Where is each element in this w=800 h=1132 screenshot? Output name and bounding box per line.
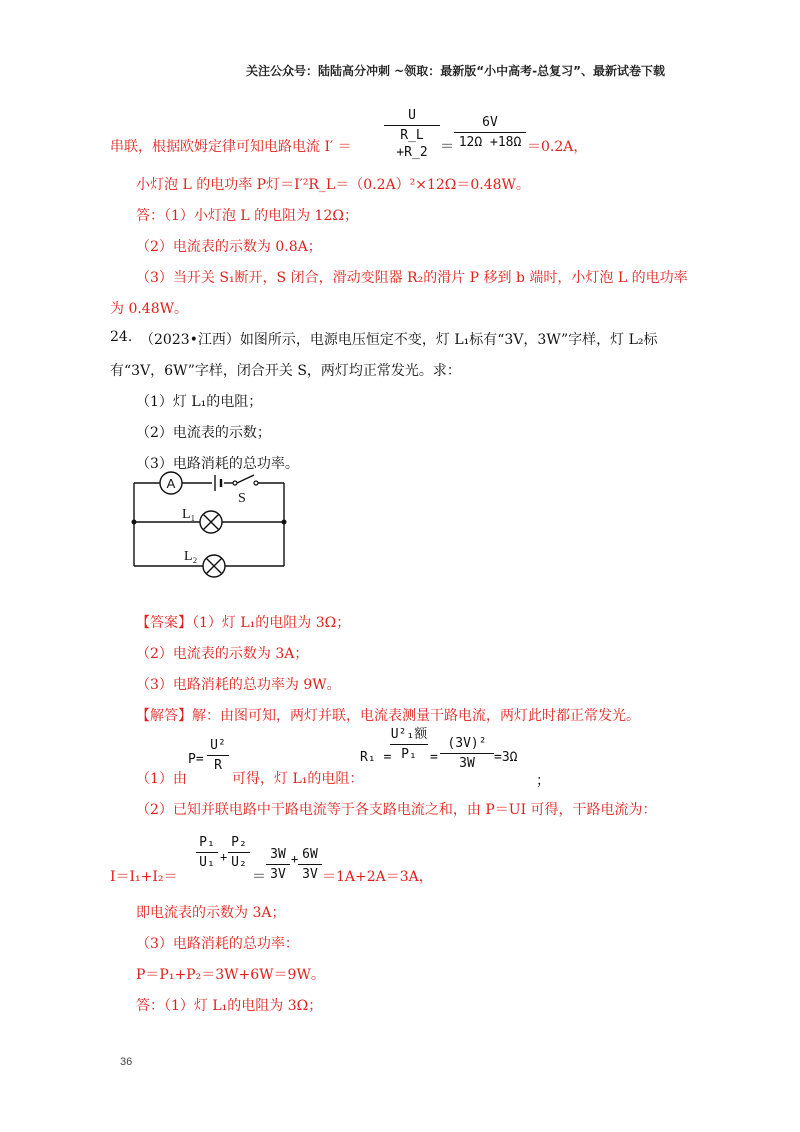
step2-text: （2）已知并联电路中干路电流等于各支路电流之和，由 P＝UI 可得，干路电流为： [136, 802, 657, 818]
step2-result: ＝1A+2A＝3A， [322, 869, 433, 885]
formula-r1-result: =3Ω [494, 750, 518, 765]
frac-num: 3W [270, 847, 286, 862]
prev-answer-1: 答：（1）小灯泡 L 的电阻为 12Ω； [136, 208, 358, 224]
frac-num: U² [210, 738, 226, 753]
page-header: 关注公众号：陆陆高分冲刺 ~领取：最新版“小中高考-总复习”、最新试卷下载 [246, 64, 665, 78]
step1-mid: 可得，灯 L₁的电阻： [232, 771, 364, 787]
prev-eq-sign: ＝ [440, 139, 454, 155]
formula-r1-fraction [390, 726, 428, 763]
junction-right [282, 520, 287, 525]
ammeter-label: A [166, 476, 176, 491]
switch-label: S [238, 491, 246, 506]
step2-frac-3w-3v [266, 846, 290, 883]
step2-eq: ＝ [252, 869, 266, 885]
question-line2: 有“3V，6W”字样，闭合开关 S，两灯均正常发光。求： [110, 363, 461, 379]
circuit-diagram [130, 470, 300, 582]
frac-den: 3W [459, 756, 475, 771]
frac-num: P₂ [231, 835, 247, 850]
formula-p-lhs: P= [188, 752, 204, 767]
switch-blade [237, 475, 254, 483]
formula-r1-eq: = [430, 750, 438, 765]
question-line1: （2023•江西）如图所示，电源电压恒定不变，灯 L₁标有“3V，3W”字样，灯 L₂标 [140, 332, 658, 348]
frac-den: R [214, 758, 222, 773]
answer-1: （1）灯 L₁的电阻为 3Ω； [192, 615, 351, 631]
frac-den: U₂ [231, 855, 247, 870]
step2-note: 即电流表的示数为 3A； [136, 905, 286, 921]
analysis-intro: 解：由图可知，两灯并联，电流表测量干路电流，两灯此时都正常发光。 [192, 708, 640, 724]
frac-num: 6V [482, 115, 498, 130]
answer-tag: 【答案】 [136, 615, 192, 631]
prev-fraction-u-over-r [384, 107, 440, 161]
frac-den: 3V [270, 867, 286, 882]
step2-frac-6w-3v [298, 846, 322, 883]
frac-num: U [408, 108, 416, 123]
formula-r1-values [440, 735, 494, 772]
step3-equation: P＝P₁+P₂＝3W+6W＝9W。 [136, 967, 325, 983]
frac-num: (3V)² [447, 736, 487, 751]
prev-answer-2: （2）电流表的示数为 0.8A； [136, 239, 322, 255]
question-part3: （3）电路消耗的总功率。 [136, 456, 299, 472]
prev-answer-3b: 为 0.48W。 [110, 301, 189, 317]
frac-num: 6W [302, 847, 318, 862]
prev-line1-text: 串联，根据欧姆定律可知电路电流 I′ ＝ [110, 139, 352, 155]
step1-semicolon: ； [536, 773, 550, 789]
frac-num: U²₁额 [390, 727, 428, 742]
frac-den: R_L +R_2 [396, 128, 428, 160]
prev-line1-result: ＝0.2A， [527, 139, 588, 155]
answer-line1 [136, 612, 350, 632]
analysis-intro-line [136, 705, 640, 725]
step2-lhs: I＝I₁+I₂＝ [110, 869, 178, 885]
question-part2: （2）电流表的示数； [136, 425, 271, 441]
page-number: 36 [120, 1056, 133, 1068]
step2-plus: + [220, 850, 228, 864]
step2-plus-2: + [291, 852, 299, 866]
question-number: 24. [110, 329, 133, 345]
frac-den: 12Ω +18Ω [458, 135, 522, 150]
formula-p-fraction [207, 737, 229, 774]
prev-answer-3a: （3）当开关 S₁断开，S 闭合，滑动变阻器 R₂的滑片 P 移到 b 端时，小灯泡 L 的电功率 [136, 270, 688, 286]
prev-line2: 小灯泡 L 的电功率 P灯＝I′²R_L＝（0.2A）²×12Ω＝0.48W。 [136, 177, 530, 193]
step1-pre: （1）由 [136, 771, 187, 787]
step2-frac-p1-u1 [196, 834, 218, 871]
lamp2-label: L₂ [184, 549, 198, 564]
step2-frac-p2-u2 [228, 834, 250, 871]
answer-2: （2）电流表的示数为 3A； [136, 646, 309, 662]
step3-text: （3）电路消耗的总功率： [136, 936, 299, 952]
frac-num: P₁ [199, 835, 215, 850]
frac-den: U₁ [199, 855, 215, 870]
question-part1: （1）灯 L₁的电阻； [136, 394, 263, 410]
frac-den: 3V [302, 867, 318, 882]
formula-r1-lhs: R₁ = [360, 750, 392, 765]
lamp1-label: L₁ [182, 507, 196, 522]
answer-3: （3）电路消耗的总功率为 9W。 [136, 677, 341, 693]
prev-fraction-values [454, 114, 526, 151]
final-answer: 答：（1）灯 L₁的电阻为 3Ω； [136, 998, 323, 1014]
junction-left [132, 520, 137, 525]
frac-den: P₁ [401, 747, 417, 762]
analysis-tag: 【解答】 [136, 708, 192, 724]
